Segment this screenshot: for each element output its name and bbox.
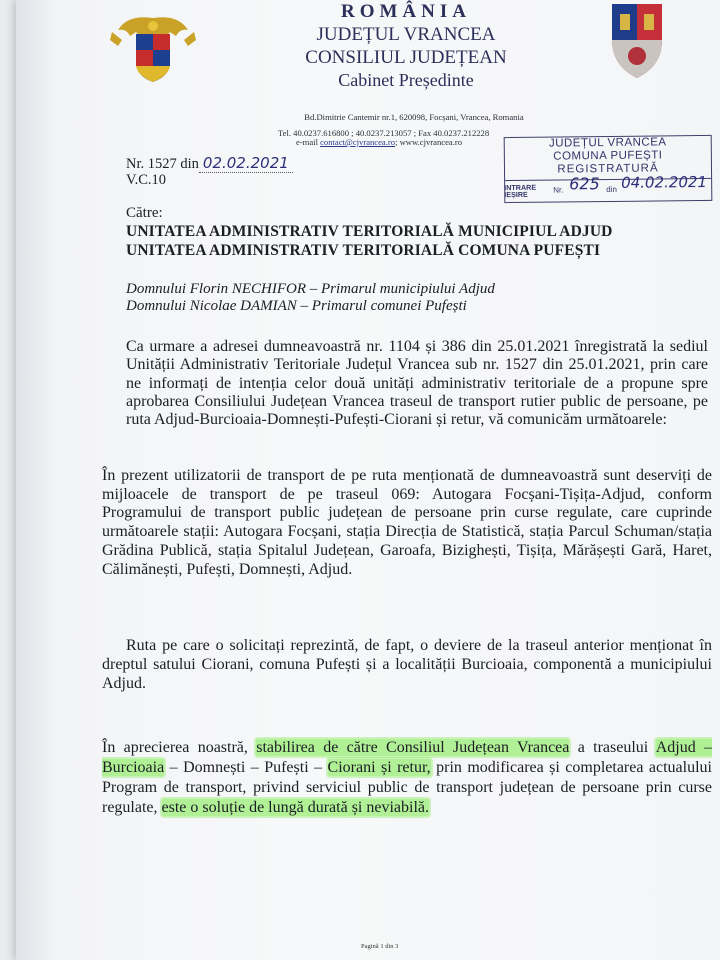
registry-stamp — [504, 135, 713, 203]
stamp-county: JUDEȚUL VRANCEA — [548, 136, 667, 150]
stamp-din-label: din — [606, 184, 617, 195]
email-label: e-mail — [296, 137, 318, 147]
stamp-nr-label: Nr. — [553, 185, 564, 195]
highlight-conclusion: este o soluție de lungă durată și neviabilă. — [161, 799, 430, 816]
p4-text-a: În aprecierea noastră, — [102, 739, 257, 756]
recipient-mayor-pufesti: Domnului Nicolae DAMIAN – Primarul comunei Pufești — [126, 298, 467, 314]
to-label: Către: — [126, 205, 163, 221]
highlight-route-end: Ciorani și retur, — [327, 759, 431, 776]
paragraph-2: În prezent utilizatorii de transport de pe ruta menționată de dumneavoastră sunt deserviți de mijloacele de transport de pe traseul 069: Autogara Focșani-Tișița-Adjud, conform Programului de transport public județean de persoane prin curse regulate, care cuprinde următoarele stații: Autogara Focșani, stația Direcția de Statistică, stația Parcul Schuman/stația Grădina Publică, stația Spitalul Județean, Garoafa, Bizighești, Tișița, Mărășești Gară, Haret, Călimănești, Pufești, Domnești, Adjud. — [102, 467, 712, 578]
highlight-council-decision: stabilirea de către Consiliul Județean Vrancea — [256, 739, 570, 756]
council-title: CONSILIUL JUDEȚEAN — [305, 47, 507, 69]
reference-code: V.C.10 — [126, 172, 167, 188]
cabinet-title: Cabinet Președinte — [338, 69, 474, 90]
recipient-mayor-adjud: Domnului Florin NECHIFOR – Primarul municipiului Adjud — [126, 281, 495, 297]
stamp-registry: REGISTRATURĂ — [505, 162, 711, 180]
stamp-exit-label: IEȘIRE — [504, 190, 528, 200]
p4-text-b: a traseului — [569, 739, 656, 756]
recipient-unit-pufesti: UNITATEA ADMINISTRATIV TERITORIALĂ COMUNA PUFEȘTI — [126, 242, 601, 259]
stamp-number: 625 — [569, 174, 600, 194]
p4-text-d: prin modificarea și completarea actualului Program de transport, privind serviciul public de transport județean de persoane prin curse regulate, — [102, 759, 712, 816]
stamp-date: 04.02.2021 — [621, 172, 708, 192]
email-line — [296, 137, 462, 147]
reference-prefix: Nr. 1527 din — [126, 156, 199, 172]
document-page — [16, 0, 720, 960]
paragraph-3: Ruta pe care o solicitați reprezintă, de fapt, o deviere de la traseul anterior menționat în dreptul satului Ciorani, comuna Pufești și a localității Burcioaia, componentă a municipiului Adjud. — [102, 637, 712, 692]
page-number: Pagină 1 din 3 — [361, 943, 399, 950]
letterhead — [236, 0, 576, 91]
vrancea-county-crest-icon — [592, 0, 682, 80]
reference-number — [126, 154, 293, 173]
address-line: Bd.Dimitrie Cantemir nr.1, 620098, Focșani, Vrancea, Romania — [304, 112, 524, 122]
highlight-route-start: Adjud – Burcioaia — [102, 739, 713, 776]
recipient-unit-adjud: UNITATEA ADMINISTRATIV TERITORIALĂ MUNICIPIUL ADJUD — [126, 223, 613, 240]
romania-coat-of-arms-icon — [108, 10, 198, 84]
county-title: JUDEȚUL VRANCEA — [316, 24, 496, 46]
paragraph-4 — [102, 738, 712, 818]
email-link[interactable]: contact@cjvrancea.ro — [320, 137, 396, 147]
stamp-commune: COMUNA PUFEȘTI — [553, 149, 663, 163]
reference-date: 02.02.2021 — [199, 154, 293, 173]
p4-text-c: – Domnești – Pufești – — [164, 759, 328, 776]
country-title: ROMÂNIA — [341, 1, 471, 22]
website-text: ; www.cjvrancea.ro — [395, 137, 463, 147]
contact-line: Tel. 40.0237.616800 ; 40.0237.213057 ; Fax 40.0237.212228 — [278, 128, 490, 138]
stamp-entry-exit — [504, 184, 536, 199]
stamp-entry-label: INTRARE — [504, 182, 537, 193]
paragraph-1: Ca urmare a adresei dumneavoastră nr. 1104 și 386 din 25.01.2021 înregistrată la sediul Unității Administrativ Teritoriale Județul Vrancea sub nr. 1527 din 25.01.2021, prin care ne informați de intenția celor două unități administrativ teritoriale de a propune spre aprobarea Consiliului Județean Vrancea traseul de transport rutier public de persoane, pe ruta Adjud-Burcioaia-Domnești-Pufești-Ciorani și retur, vă comunicăm următoarele: — [126, 338, 708, 429]
